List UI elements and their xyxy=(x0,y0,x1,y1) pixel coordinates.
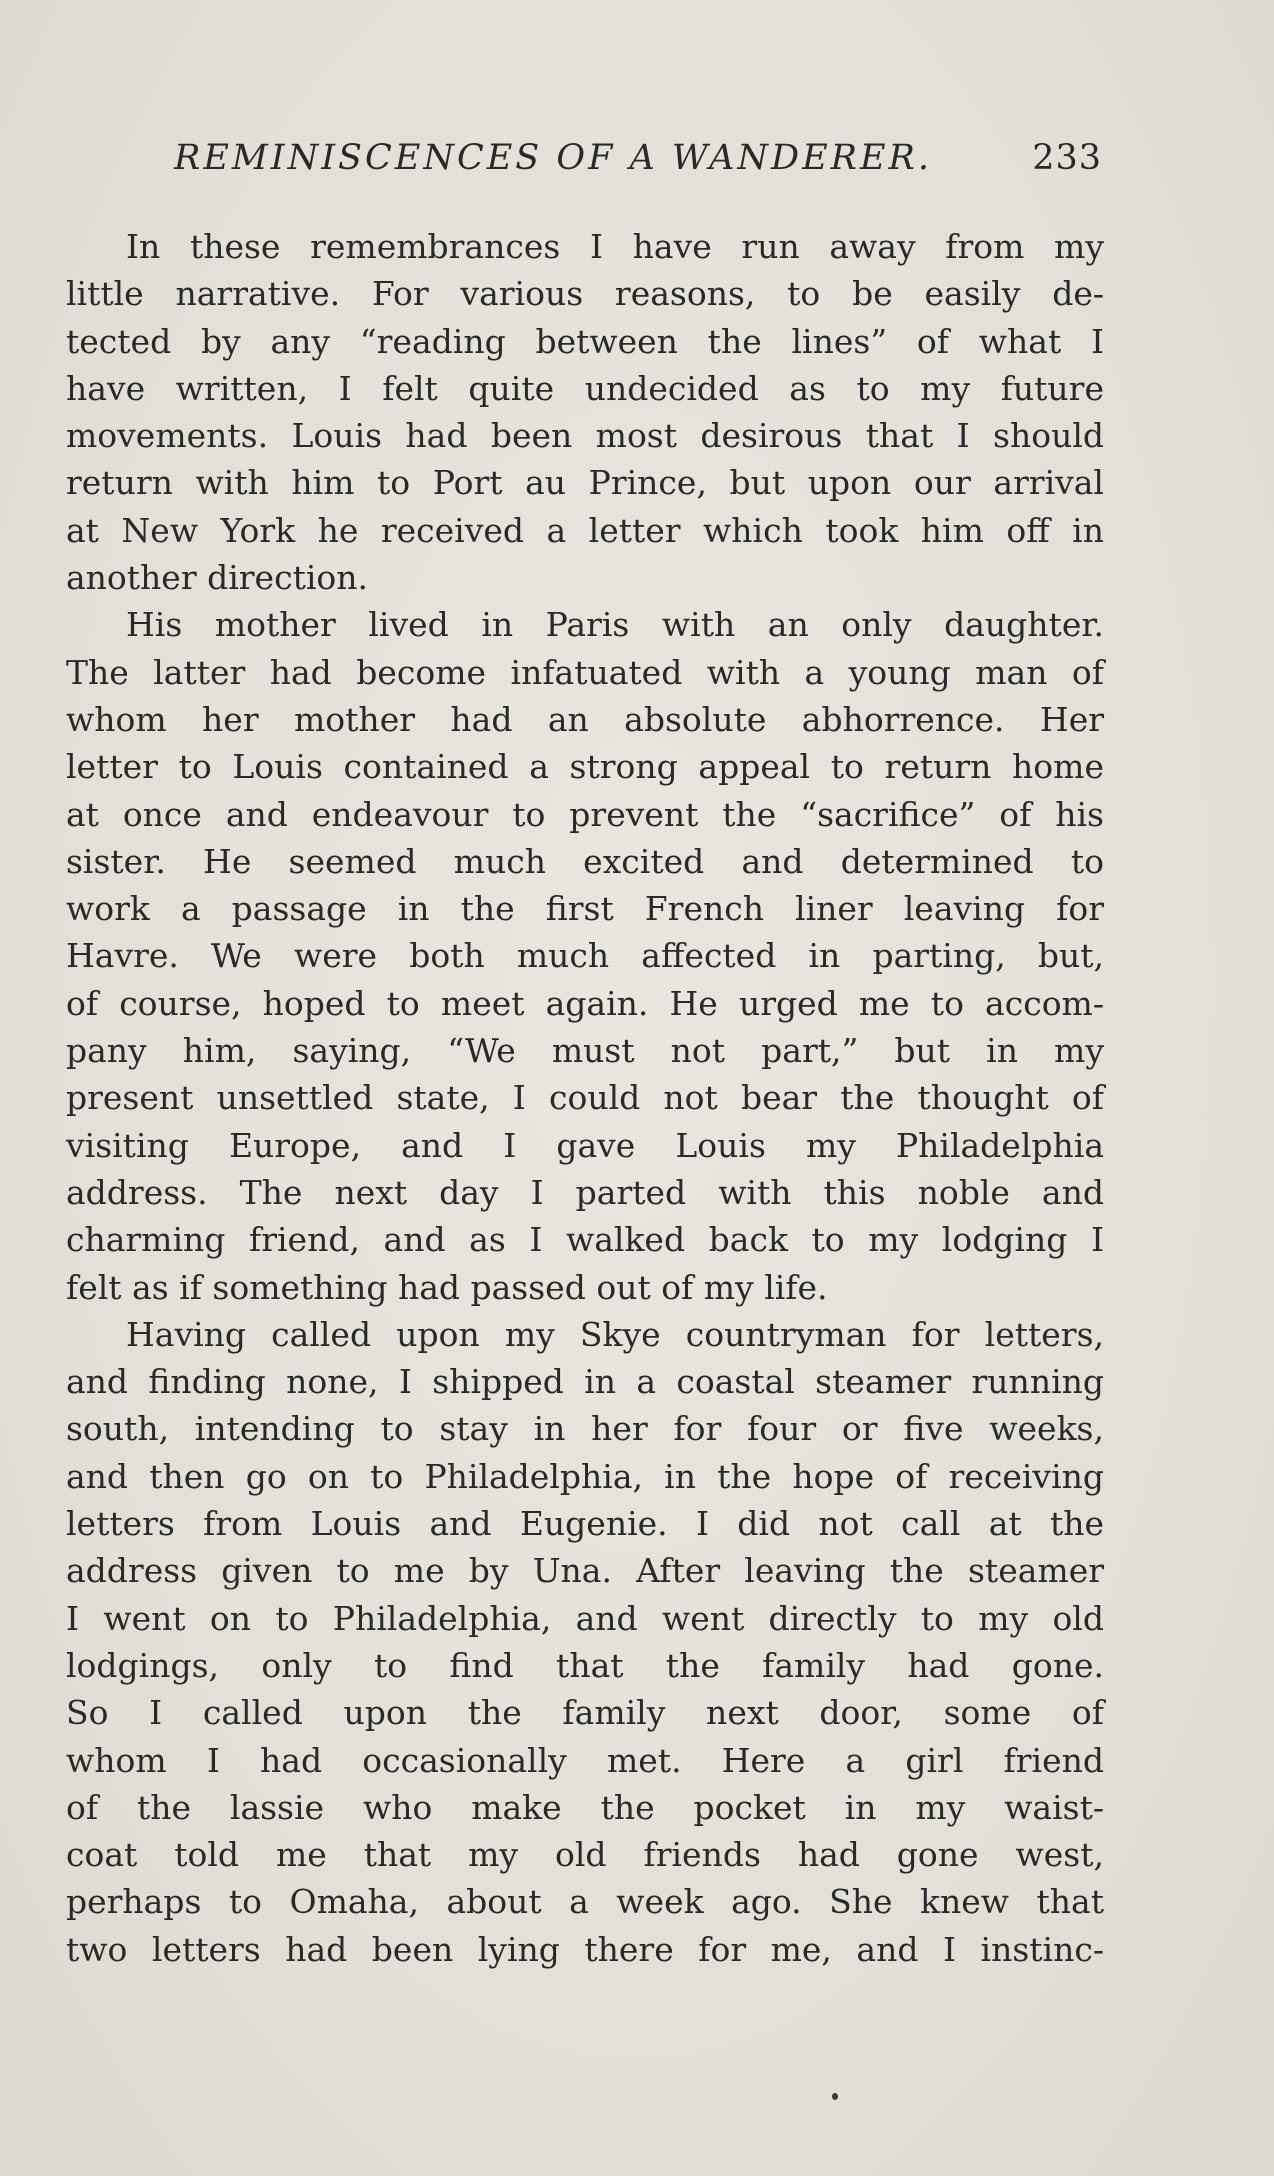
page-header xyxy=(66,138,1102,188)
text-line: letters from Louis and Eugenie. I did not call at the xyxy=(66,1504,1104,1544)
text-line: two letters had been lying there for me, and I instinc- xyxy=(66,1929,1104,1969)
page-number: 233 xyxy=(1032,138,1102,178)
text-line: visiting Europe, and I gave Louis my Philadelphia xyxy=(66,1125,1104,1165)
text-line: felt as if something had passed out of my life. xyxy=(66,1267,828,1307)
text-line: tected by any “reading between the lines” of what I xyxy=(66,321,1104,361)
text-line: movements. Louis had been most desirous that I should xyxy=(66,416,1104,456)
text-line: of course, hoped to meet again. He urged me to accom- xyxy=(66,983,1104,1023)
print-speck xyxy=(832,2093,838,2100)
paragraph xyxy=(66,223,1104,601)
text-line: at New York he received a letter which took him off in xyxy=(66,510,1104,550)
text-line: In these remembrances I have run away from my xyxy=(126,227,1104,266)
text-line: return with him to Port au Prince, but upon our arrival xyxy=(66,463,1104,503)
text-line: I went on to Philadelphia, and went directly to my old xyxy=(66,1598,1104,1638)
text-line: at once and endeavour to prevent the “sacrifice” of his xyxy=(66,794,1104,834)
text-line: south, intending to stay in her for four or five weeks, xyxy=(66,1409,1104,1449)
text-line: letter to Louis contained a strong appeal to return home xyxy=(66,747,1104,787)
text-line: charming friend, and as I walked back to my lodging I xyxy=(66,1220,1104,1260)
text-line: whom I had occasionally met. Here a girl friend xyxy=(66,1740,1104,1780)
text-line: perhaps to Omaha, about a week ago. She knew that xyxy=(66,1882,1104,1922)
text-line: of the lassie who make the pocket in my waist- xyxy=(66,1787,1104,1827)
text-line: address. The next day I parted with this noble and xyxy=(66,1172,1104,1212)
text-line: coat told me that my old friends had gone west, xyxy=(66,1835,1104,1875)
text-line: The latter had become infatuated with a young man of xyxy=(66,652,1104,692)
text-line: Havre. We were both much affected in parting, but, xyxy=(66,936,1104,976)
text-line: and finding none, I shipped in a coastal steamer running xyxy=(66,1362,1104,1402)
running-head: REMINISCENCES OF A WANDERER. xyxy=(174,138,933,178)
paragraph xyxy=(66,1311,1104,1973)
text-line: Having called upon my Skye countryman for letters, xyxy=(126,1314,1104,1354)
text-line: whom her mother had an absolute abhorrence. Her xyxy=(66,699,1104,739)
text-line: have written, I felt quite undecided as to my future xyxy=(66,368,1104,408)
text-line: work a passage in the first French liner leaving for xyxy=(66,889,1104,929)
text-line: and then go on to Philadelphia, in the hope of receiving xyxy=(66,1456,1104,1496)
paragraph xyxy=(66,601,1104,1310)
text-line: His mother lived in Paris with an only daughter. xyxy=(126,605,1104,645)
body-text xyxy=(66,223,1104,1973)
text-line: little narrative. For various reasons, to be easily de- xyxy=(66,274,1104,314)
text-line: another direction. xyxy=(66,558,368,598)
text-line: lodgings, only to find that the family had gone. xyxy=(66,1645,1104,1685)
text-line: sister. He seemed much excited and determined to xyxy=(66,841,1104,881)
text-line: So I called upon the family next door, some of xyxy=(66,1693,1104,1733)
text-line: present unsettled state, I could not bear the thought of xyxy=(66,1078,1104,1118)
text-line: pany him, saying, “We must not part,” but in my xyxy=(66,1031,1104,1071)
text-line: address given to me by Una. After leaving the steamer xyxy=(66,1551,1104,1591)
